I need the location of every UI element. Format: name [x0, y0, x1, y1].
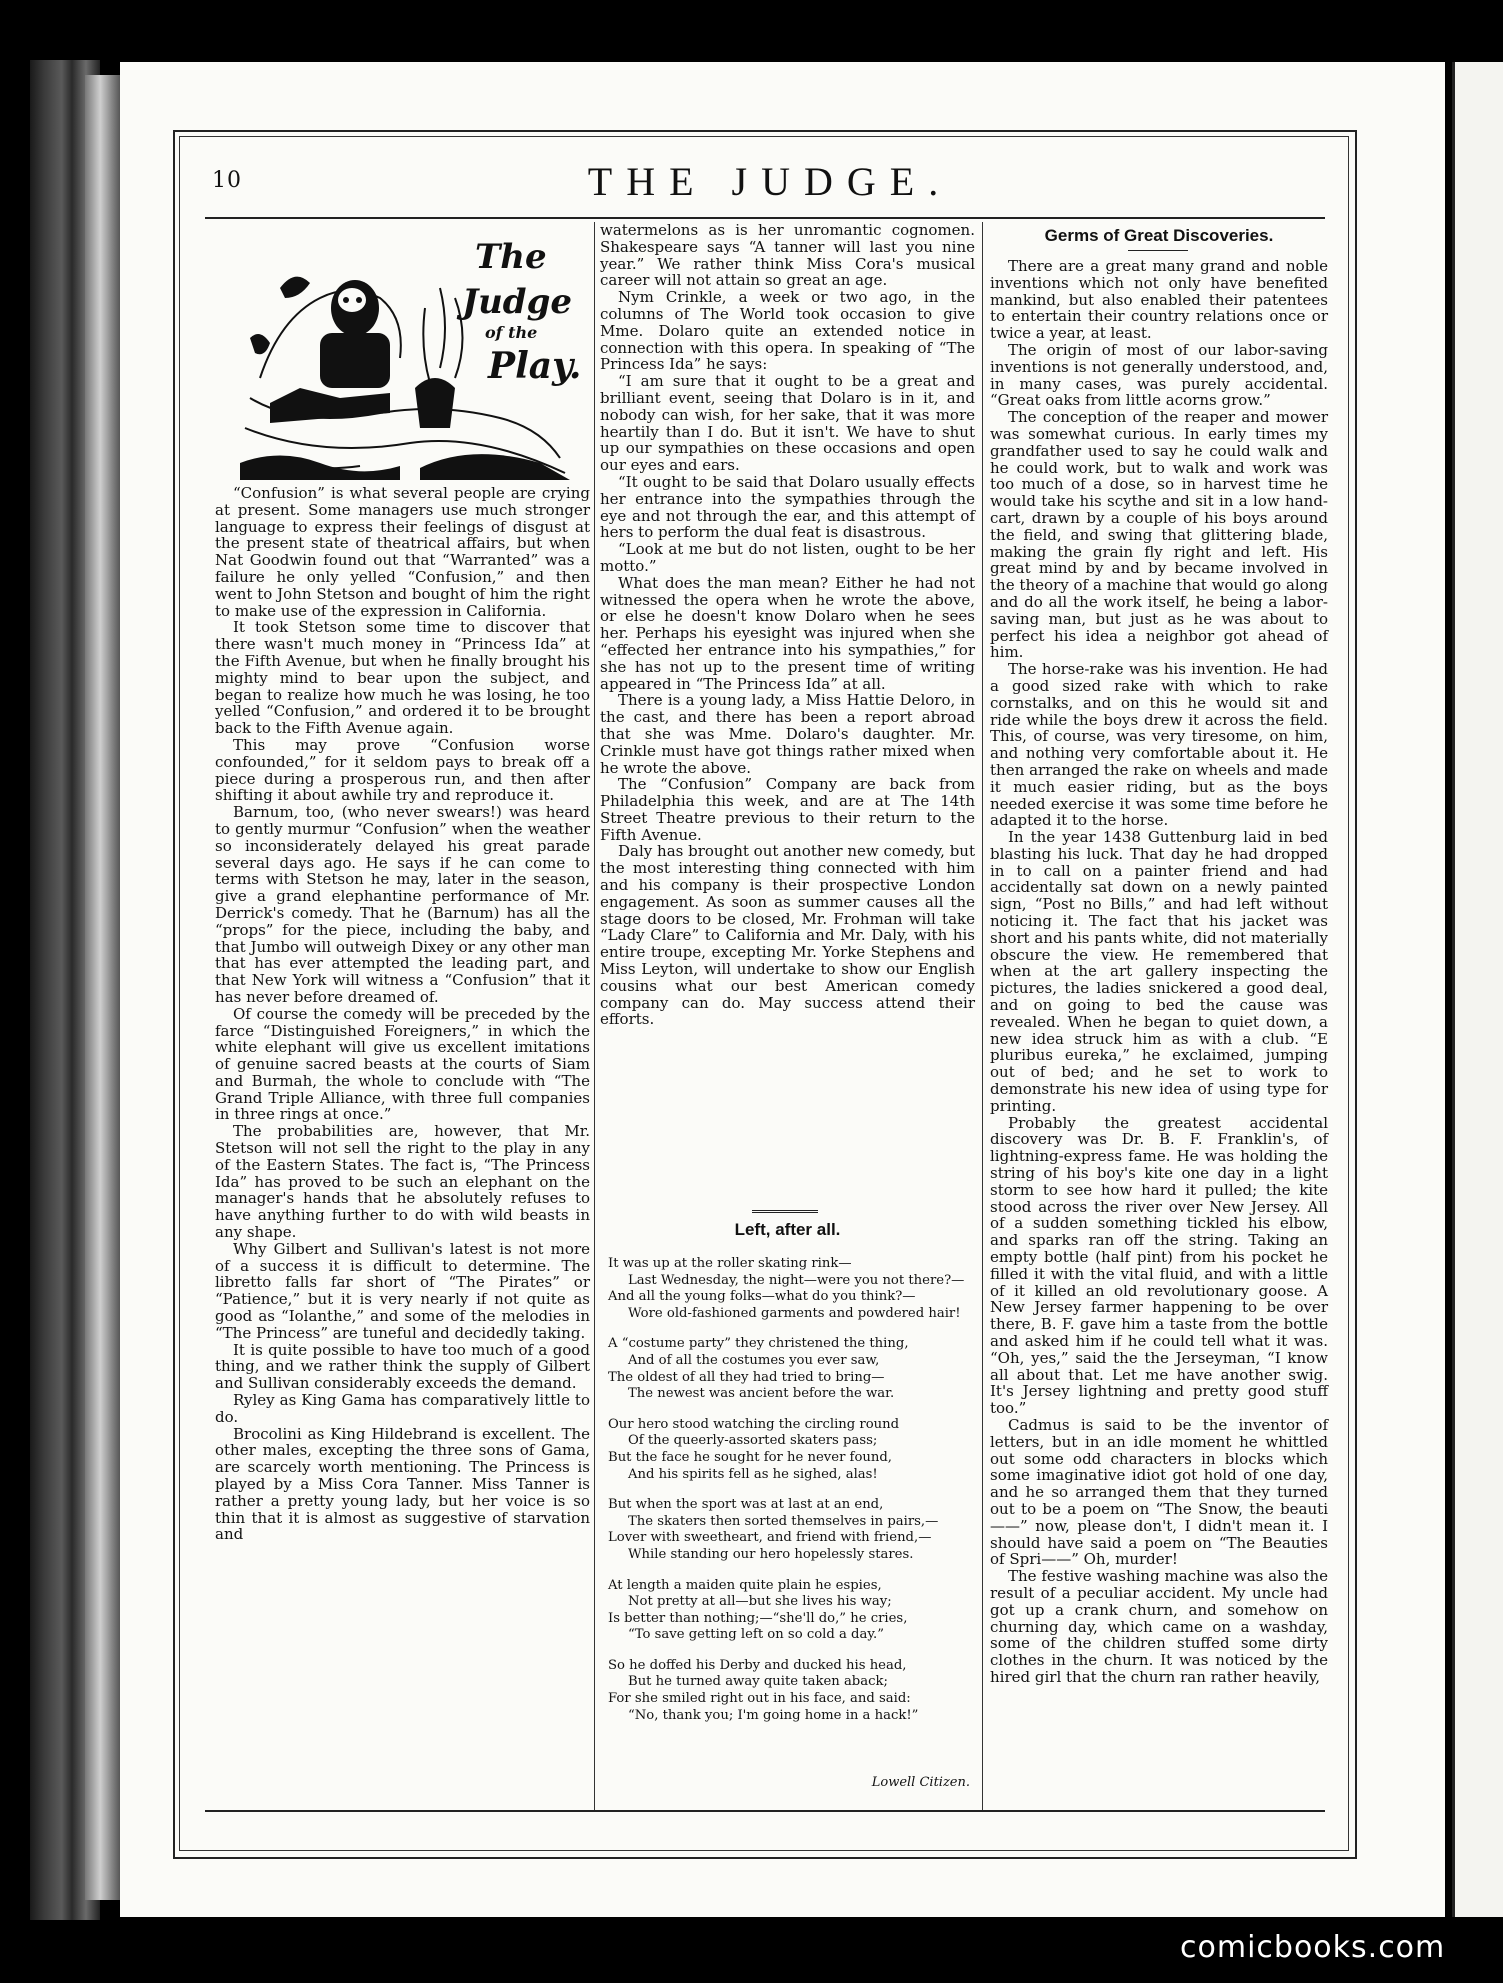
article-paragraph: In the year 1438 Guttenburg laid in bed blasting his luck. That day he had dropped in to call on a painter friend and had accidentally sat down on a newly painted sign, “Post no Bills,” and had left without noticing it. The fact that his jacket was short and his pants white, did not materially obscure the view. He remembered that when at the art gallery inspecting the pictures, the ladies snickered a good deal, and on going to bed the cause was revealed. When he began to quiet down, a new idea struck him as with a club. “E pluribus eureka,” he exclaimed, jumping out of bed; and he set to work to demonstrate his new idea of using type for printing. — [990, 828, 1328, 1115]
poem-line: And of all the costumes you ever saw, — [628, 1352, 880, 1368]
article-paragraph: Brocolini as King Hildebrand is excellent. The other males, excepting the three sons of Gama, are scarcely worth mentioning. The Princess is played by a Miss Cora Tanner. Miss Tanner is rather a pretty young lady, but her voice is so thin that it is almost as suggestive of starvation and — [215, 1424, 590, 1544]
poem-line: And all the young folks—what do you think?— — [608, 1289, 916, 1305]
header-rule — [205, 217, 1325, 219]
column-rule-1 — [594, 222, 595, 1812]
page-number: 10 — [212, 168, 242, 193]
article-paragraph: This may prove “Confusion worse confounded,” for it seldom pays to break off a piece during a prosperous run, and then after shifting it about awhile try and reproduce it. — [215, 735, 590, 805]
adjacent-page-edge — [1452, 62, 1503, 1917]
column-3-article — [990, 258, 1328, 1686]
poem-line: The newest was ancient before the war. — [628, 1386, 895, 1402]
poem-line: The oldest of all they had tried to bring— — [608, 1369, 885, 1385]
article-paragraph: The origin of most of our labor-saving inventions is not generally understood, and, in many cases, was purely accidental. “Great oaks from little acorns grow.” — [990, 340, 1328, 410]
poem-line: Lover with sweetheart, and friend with friend,— — [608, 1530, 932, 1546]
article-paragraph: Why Gilbert and Sullivan's latest is not more of a success it is difficult to determine. The libretto falls far short of “The Pirates” or “Patience,” but it is very nearly if not quite as good as “Iolanthe,” and some of the melodies in “The Princess” are tuneful and decidedly taking. — [215, 1239, 590, 1342]
poem-stanza — [608, 1336, 978, 1402]
page-edge — [85, 75, 123, 1900]
judge-of-the-play-illustration — [240, 228, 582, 480]
article-paragraph: The conception of the reaper and mower was somewhat curious. In early times my grandfather used to say he could walk and he could work, but to walk and work was too much of a dose, so in harvest time he would take his scythe and sit in a low hand-cart, drawn by a couple of his boys around the field, and swing that glittering blade, making the grain fly right and left. His great mind by and by became involved in the theory of a machine that would go along and do all the work itself, he being a labor-saving man, but just as he was about to perfect his idea a neighbor got ahead of him. — [990, 408, 1328, 662]
poem-line: Wore old-fashioned garments and powdered hair! — [628, 1305, 961, 1321]
poem-credit: Lowell Citizen. — [871, 1775, 970, 1790]
section-divider — [752, 1210, 818, 1213]
poem — [608, 1256, 978, 1738]
article-paragraph: The festive washing machine was also the result of a peculiar accident. My uncle had got up a crank churn, and somehow on churning day, which came on a washday, some of the children stuffed some dirty clothes in the churn. It was noticed by the hired girl that the churn ran rather heavily, — [990, 1567, 1328, 1686]
poem-line: While standing our hero hopelessly stares. — [628, 1546, 914, 1562]
poem-line: Of the queerly-assorted skaters pass; — [628, 1433, 878, 1449]
poem-line: “No, thank you; I'm going home in a hack!” — [628, 1707, 919, 1723]
svg-text:Play.: Play. — [488, 345, 582, 387]
article-paragraph: Ryley as King Gama has comparatively little to do. — [215, 1391, 590, 1426]
article-paragraph: Nym Crinkle, a week or two ago, in the columns of The World took occasion to give Mme. Dolaro quite an extended notice in connection with this opera. In speaking of “The Princess Ida” he says: — [600, 288, 975, 374]
masthead-title: THE JUDGE. — [587, 159, 953, 204]
article-paragraph: “I am sure that it ought to be a great and brilliant event, seeing that Dolaro is in it, and nobody can wish, for her sake, that it was more heartily than I do. But it isn't. We have to shut up our sympathies on these occasions and open our eyes and ears. — [600, 372, 975, 475]
column-2-article — [600, 222, 975, 1028]
svg-text:The: The — [475, 237, 547, 277]
article-paragraph: watermelons as is her unromantic cognomen. Shakespeare says “A tanner will last you nine year.” We rather think Miss Cora's musical career will not attain so great an age. — [600, 221, 975, 290]
article-paragraph: The probabilities are, however, that Mr. Stetson will not sell the right to the play in any of the Eastern States. The fact is, “The Princess Ida” has proved to be such an elephant on the manager's hands that he absolutely refuses to have anything further to do with wild beasts in any shape. — [215, 1122, 590, 1242]
poem-line: Not pretty at all—but she lives his way; — [628, 1594, 892, 1610]
column-1-article — [215, 485, 590, 1543]
article-paragraph: It took Stetson some time to discover that there wasn't much money in “Princess Ida” at the Fifth Avenue, but when he finally brought his mighty mind to bear upon the subject, and began to realize how much he was losing, he too yelled “Confusion,” and ordered it to be brought back to the Fifth Avenue again. — [215, 618, 590, 738]
poem-stanza — [608, 1497, 978, 1563]
article-paragraph: “Look at me but do not listen, ought to be her motto.” — [600, 540, 975, 575]
poem-line: But the face he sought for he never found, — [608, 1449, 893, 1465]
poem-line: Our hero stood watching the circling round — [608, 1416, 900, 1432]
poem-line: It was up at the roller skating rink— — [608, 1256, 852, 1271]
article-paragraph: What does the man mean? Either he had not witnessed the opera when he wrote the above, or else he doesn't know Dolaro when he sees her. Perhaps his eyesight was injured when she “effected her entrance into his sympathies,” for she has not up to the present time of writing appeared in “The Princess Ida” at all. — [600, 573, 975, 693]
poem-line: A “costume party” they christened the thing, — [608, 1336, 909, 1352]
title-divider — [1128, 250, 1188, 251]
poem-stanza — [608, 1256, 978, 1322]
poem-title: Left, after all. — [734, 1220, 841, 1239]
column-rule-2 — [982, 222, 983, 1812]
poem-stanza — [608, 1578, 978, 1644]
svg-text:of the: of the — [485, 323, 538, 342]
article-paragraph: “Confusion” is what several people are crying at present. Some managers use much stronger language to express their feelings of disgust at the present state of theatrical affairs, but when Nat Goodwin found out that “Warranted” was a failure he only yelled “Confusion,” and then went to John Stetson and bought of him the right to make use of the expression in California. — [215, 484, 590, 620]
poem-stanza — [608, 1417, 978, 1483]
article-paragraph: The “Confusion” Company are back from Philadelphia this week, and are at The 14th Street Theatre previous to their return to the Fifth Avenue. — [600, 775, 975, 844]
poem-line: The skaters then sorted themselves in pairs,— — [628, 1513, 939, 1529]
poem-line: At length a maiden quite plain he espies, — [608, 1577, 882, 1593]
poem-line: Last Wednesday, the night—were you not there?— — [628, 1272, 965, 1288]
article-paragraph: Probably the greatest accidental discovery was Dr. B. F. Franklin's, of lightning-express fame. He was holding the string of his boy's kite one day in a light storm to see how hard it pulled; the kite stood across the river over New Jersey. All of a sudden something tickled his elbow, and sparks ran off the string. Taking an empty bottle (half pint) from his pocket he filled it with the vital fluid, and with a little of it killed an old revolutionary goose. A New Jersey farmer happening to be over there, B. F. gave him a taste from the bottle and asked him if he could tell what it was. “Oh, yes,” said the the Jerseyman, “I know all about that. Let me have another swig. It's Jersey lightning and pretty good stuff too.” — [990, 1113, 1328, 1418]
poem-line: And his spirits fell as he sighed, alas! — [628, 1466, 878, 1482]
watermark: comicbooks.com — [1180, 1930, 1446, 1965]
article-paragraph: Barnum, too, (who never swears!) was heard to gently murmur “Confusion” when the weather so inconsiderately delayed his great parade several days ago. He says if he can come to terms with Stetson he may, later in the season, give a grand elephantine performance of Mr. Derrick's comedy. That he (Barnum) has all the “props” for the piece, including the baby, and that Jumbo will outweigh Dixey or any other man that has ever attempted the leading part, and that New York will witness a “Confusion” that it has never before dreamed of. — [215, 803, 590, 1006]
article-paragraph: Cadmus is said to be the inventor of letters, but in an idle moment he whittled out some odd characters in blocks which some imaginative idiot got hold of one day, and he so arranged them that they turned out to be a poem on “The Snow, the beauti——” now, please don't, I didn't mean it. I should have said a poem on “The Beauties of Spri——” Oh, murder! — [990, 1415, 1328, 1569]
article-paragraph: There are a great many grand and noble inventions which not only have benefited mankind, but also enabled their patentees to entertain their country relations once or twice a year, at least. — [990, 257, 1328, 343]
article-paragraph: There is a young lady, a Miss Hattie Deloro, in the cast, and there has been a report abroad that she was Mme. Dolaro's daughter. Mr. Crinkle must have got things rather mixed when he wrote the above. — [600, 691, 975, 777]
article-paragraph: “It ought to be said that Dolaro usually effects her entrance into the sympathies through the eye and not through the ear, and this attempt of hers to perform the dual feat is disastrous. — [600, 472, 975, 542]
poem-line: But he turned away quite taken aback; — [628, 1674, 888, 1690]
article-paragraph: Daly has brought out another new comedy, but the most interesting thing connected with him and his company is their prospective London engagement. As soon as summer causes all the stage doors to be closed, Mr. Frohman will take “Lady Clare” to California and Mr. Daly, with his entire troupe, excepting Mr. Yorke Stephens and Miss Leyton, will undertake to show our English cousins what our best American comedy company can do. May success attend their efforts. — [600, 842, 975, 1029]
article-paragraph: It is quite possible to have too much of a good thing, and we rather think the supply of Gilbert and Sullivan considerably exceeds the demand. — [215, 1340, 590, 1393]
poem-line: So he doffed his Derby and ducked his head, — [608, 1657, 907, 1673]
poem-line: “To save getting left on so cold a day.” — [628, 1627, 884, 1643]
poem-line: Is better than nothing;—“she'll do,” he cries, — [608, 1610, 908, 1626]
article-paragraph: The horse-rake was his invention. He had a good sized rake with which to rake cornstalks, and on this he would sit and ride while the boys drew it across the field. This, of course, was very tiresome, on him, and nothing very comfortable about it. He then arranged the rake on wheels and made it much easier riding, but as the boys needed exercise it was some time before he adapted it to the horse. — [990, 660, 1328, 830]
article-paragraph: Of course the comedy will be preceded by the farce “Distinguished Foreigners,” in which the white elephant will give us excellent imitations of genuine sacred beasts at the courts of Siam and Burmah, the whole to conclude with “The Grand Triple Alliance, with three full companies in three rings at once.” — [215, 1004, 590, 1124]
svg-text:Judge: Judge — [462, 282, 572, 322]
poem-line: But when the sport was at last at an end, — [608, 1497, 884, 1513]
poem-stanza — [608, 1658, 978, 1724]
footer-rule — [205, 1810, 1325, 1812]
column-3-title: Germs of Great Discoveries. — [1044, 226, 1274, 245]
poem-line: For she smiled right out in his face, and said: — [608, 1691, 911, 1707]
